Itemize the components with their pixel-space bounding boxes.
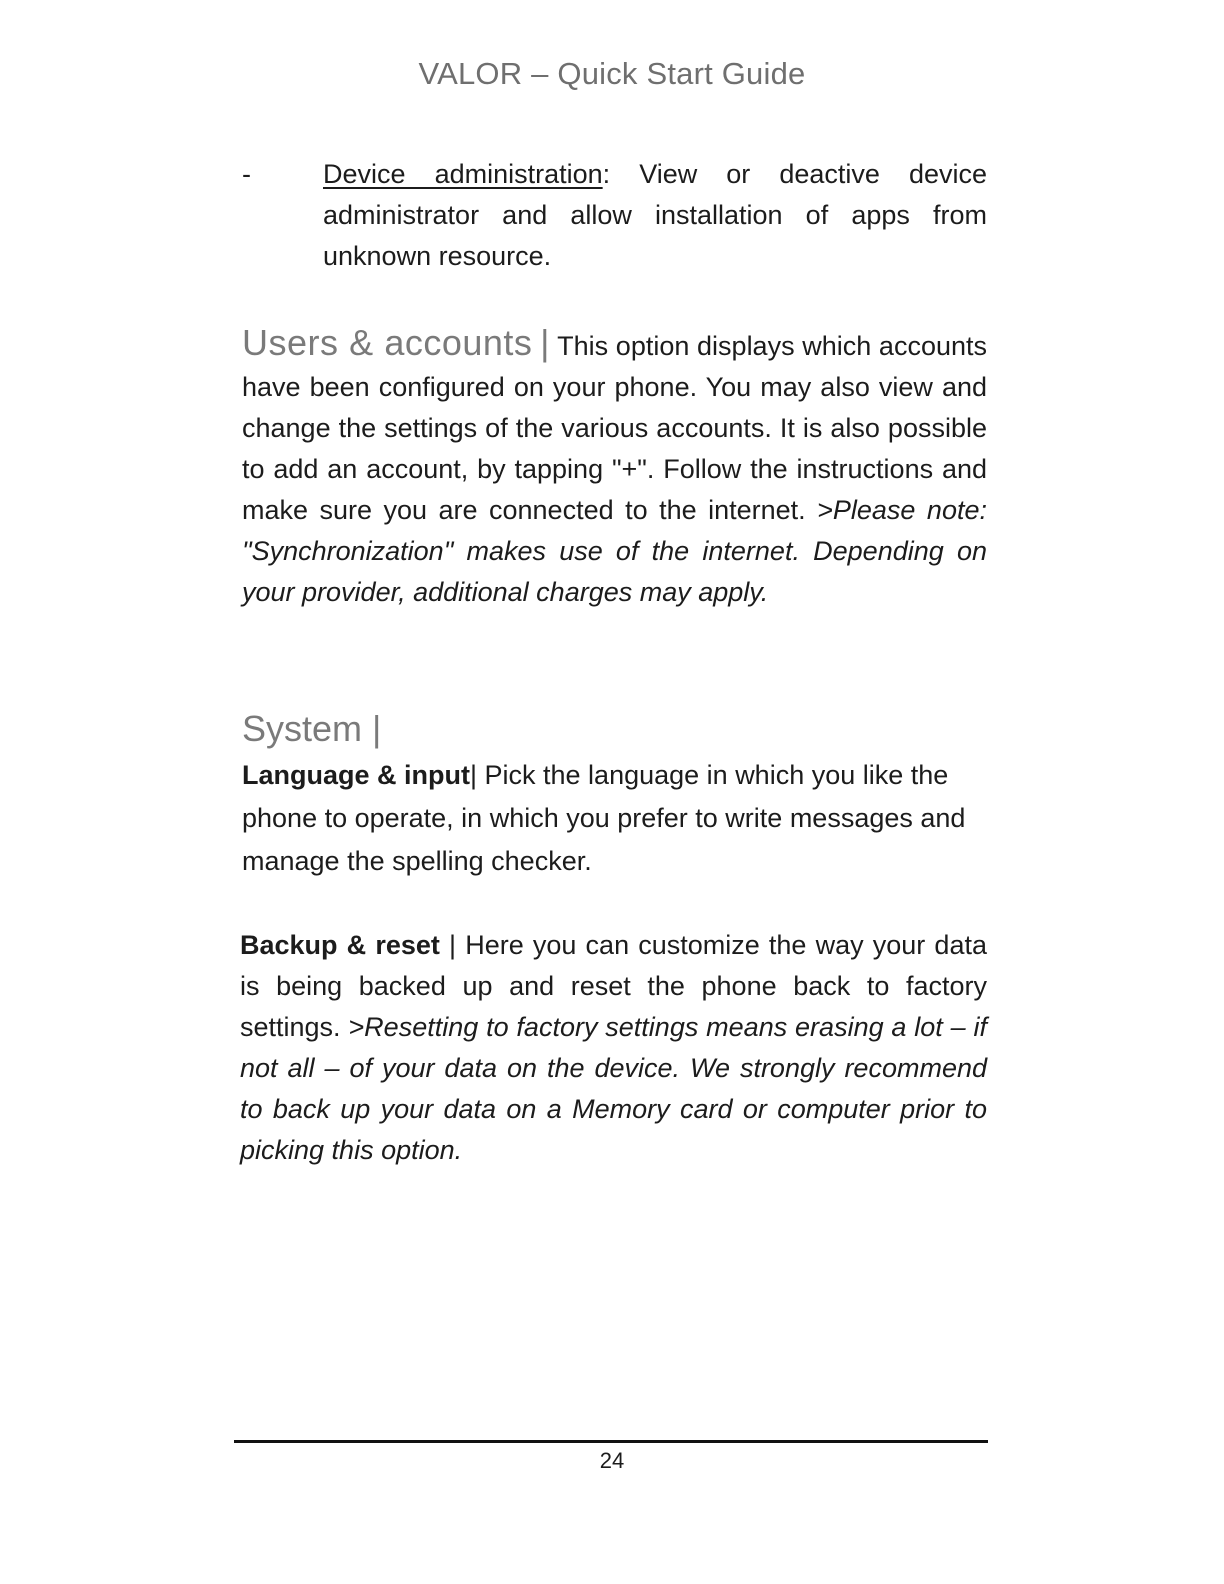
device-administration-term: Device administration bbox=[323, 159, 603, 189]
system-heading: System | bbox=[242, 708, 382, 749]
language-input-description: Pick the language in which you like the phone to operate, in which you prefer to write messages and manage the spelling checker. bbox=[242, 760, 966, 876]
users-accounts-section bbox=[242, 322, 987, 613]
backup-reset-separator: | bbox=[449, 930, 457, 960]
backup-reset-description: Here you can customize the way your data is being backed up and reset the phone back to factory settings. bbox=[240, 930, 987, 1042]
users-accounts-heading: Users & accounts bbox=[242, 322, 533, 363]
footer-rule bbox=[234, 1440, 988, 1443]
page-number: 24 bbox=[599, 1448, 625, 1473]
users-accounts-note: >Please note: "Synchronization" makes use of the internet. Depending on your provider, additional charges may apply. bbox=[242, 495, 987, 607]
bullet-dash: - bbox=[242, 159, 251, 189]
language-input-separator: | bbox=[469, 760, 477, 790]
backup-reset-term: Backup & reset bbox=[240, 930, 440, 960]
users-accounts-description: This option displays which accounts have been configured on your phone. You may also view and change the settings of the various accounts. It is also possible to add an account, by tapping "+". Follow the instructions and make sure you are connected to the internet. bbox=[242, 331, 987, 525]
page-header: VALOR – Quick Start Guide bbox=[418, 56, 806, 91]
users-accounts-separator: | bbox=[540, 322, 550, 363]
device-administration-text bbox=[323, 154, 987, 277]
backup-reset-note: >Resetting to factory settings means erasing a lot – if not all – of your data on the device. We strongly recommend to back up your data on a Memory card or computer prior to picking this option. bbox=[240, 1012, 987, 1165]
device-administration-item bbox=[242, 154, 987, 277]
backup-reset-section bbox=[240, 925, 987, 1171]
language-input-section bbox=[242, 754, 972, 883]
language-input-term: Language & input bbox=[242, 760, 470, 790]
device-administration-description: : View or deactive device administrator and allow installation of apps from unknown resource. bbox=[323, 159, 987, 271]
